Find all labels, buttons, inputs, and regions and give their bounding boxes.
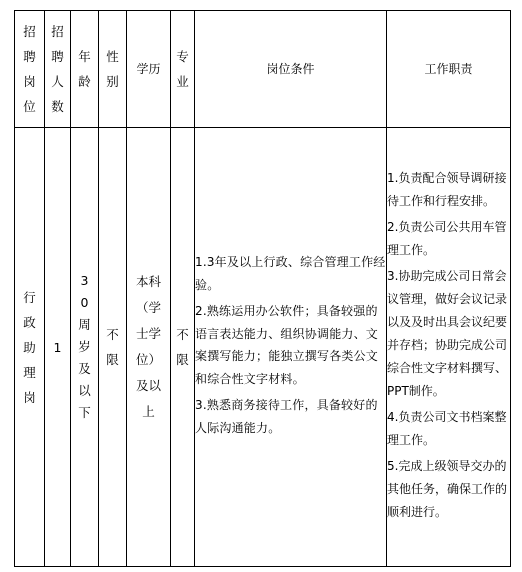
duty-item: 2.负责公司公共用车管理工作。	[387, 220, 507, 257]
recruitment-table	[14, 10, 511, 567]
condition-item: 2.熟练运用办公软件；具备较强的语言表达能力、组织协调能力、文案撰写能力；能独立撰写各类公文和综合性文字材料。	[195, 304, 379, 386]
duty-item: 1.负责配合领导调研接待工作和行程安排。	[387, 171, 507, 208]
header-gender: 性别	[99, 11, 127, 128]
cell-education: 本科（学士学位）及以上	[127, 128, 171, 567]
cell-count: 1	[45, 128, 71, 567]
header-conditions: 岗位条件	[195, 11, 387, 128]
cell-duties	[387, 128, 511, 567]
header-count: 招聘人数	[45, 11, 71, 128]
header-education: 学历	[127, 11, 171, 128]
header-age: 年龄	[71, 11, 99, 128]
cell-conditions	[195, 128, 387, 567]
header-position: 招聘岗位	[15, 11, 45, 128]
header-major: 专业	[171, 11, 195, 128]
duty-item: 4.负责公司文书档案整理工作。	[387, 410, 507, 447]
duty-item: 5.完成上级领导交办的其他任务，确保工作的顺利进行。	[387, 459, 508, 519]
table-row	[15, 128, 511, 567]
header-duties: 工作职责	[387, 11, 511, 128]
header-row	[15, 11, 511, 128]
duty-item: 3.协助完成公司日常会议管理，做好会议记录以及及时出具会议纪要并存档；协助完成公司综合性文字材料撰写、PPT制作。	[387, 269, 508, 398]
cell-gender: 不限	[99, 128, 127, 567]
cell-age: 30周岁及以下	[71, 128, 99, 567]
cell-position: 行政助理岗	[15, 128, 45, 567]
condition-item: 3.熟悉商务接待工作，具备较好的人际沟通能力。	[195, 398, 378, 435]
cell-major: 不限	[171, 128, 195, 567]
condition-item: 1.3年及以上行政、综合管理工作经验。	[195, 255, 386, 292]
